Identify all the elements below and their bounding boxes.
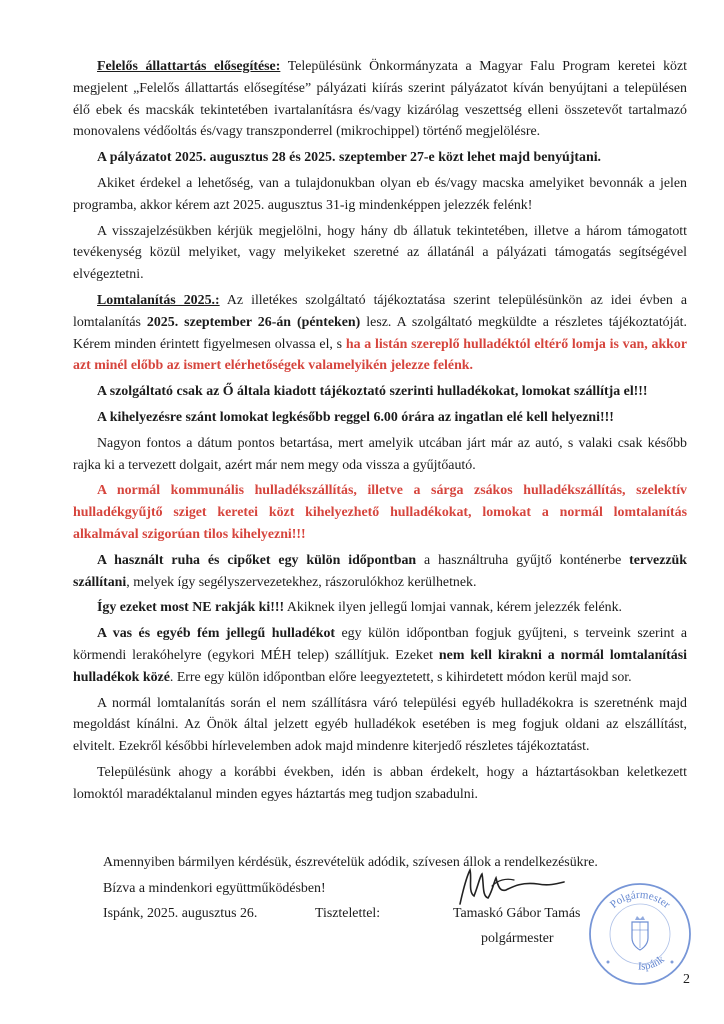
- place-date: Ispánk, 2025. augusztus 26.: [103, 906, 258, 921]
- bold-text: A használt ruha és cipőket egy külön időpontban: [97, 552, 417, 568]
- paragraph-text: egy külön időpontban fogjuk gyűjteni, s terveink szerint a körmendi lerakóhelyre (egykori MÉH telep) szállítjuk. Ezeket: [73, 626, 687, 663]
- paragraph-other-waste: A normál lomtalanítás során el nem szállításra váró települési egyéb hulladékokra is szeretnénk majd megoldást kínálni. Az Önök által jelzett egyéb hulladékok esetében is meg fogjuk oldani az elszállítást, elvitelt. Ezekről későbbi hírlevelemben adok majd mindenre kiterjedő részletes tájékoztatást.: [73, 695, 687, 755]
- paragraph-prohibited-items: A normál kommunális hulladékszállítás, illetve a sárga zsákos hulladékszállítás, szelektív hulladékgyűjtő sziget keretei közt kihelyezhető hulladékokat, lomokat a normál lomtalanítás alkalmával szigorúan tilos kihelyezni!!!: [73, 483, 687, 542]
- paragraph-text: , melyek így segélyszervezetekhez, rászorulókhoz kerülhetnek.: [126, 574, 477, 590]
- bold-text: nem kell kirakni a normál lomtalanítási hulladékok közé: [73, 647, 687, 685]
- paragraph-provider-only: A szolgáltató csak az Ő általa kiadott tájékoztató szerinti hulladékokat, lomokat szállítja el!!!: [97, 384, 648, 400]
- closing-cooperation: Bízva a mindenkori együttműködésben!: [103, 881, 326, 896]
- signer-role: polgármester: [481, 931, 554, 946]
- paragraph-goal: Településünk ahogy a korábbi években, idén is abban érdekelt, hogy a háztartásokban keletkezett lomoktól maradéktalanul minden egyes háztartás meg tudjon szabadulni.: [73, 764, 687, 802]
- page-number: 2: [683, 972, 690, 987]
- bold-text: A vas és egyéb fém jellegű hulladékot: [97, 626, 336, 642]
- paragraph-text: Településünk Önkormányzata a Magyar Falu Program keretei közt megjelent „Felelős állattartás elősegítése” pályázati kiírás szerint pályázatot kíván benyújtani a településen élő ebek és macskák tekintetében ivartalanításra és/vagy kizárólag veszettség elleni összetevőt tartalmazó monovalens védőoltás és/vagy transzponderrel (mikrochippel) történő megjelölésre.: [73, 59, 687, 140]
- closing-offer: Amennyiben bármilyen kérdésük, észrevételük adódik, szívesen állok a rendelkezésükre.: [103, 855, 598, 870]
- paragraph-text: Akiknek ilyen jellegű lomjai vannak, kérem jelezzék felénk.: [284, 600, 623, 616]
- paragraph-animal-welfare: [73, 56, 687, 143]
- stamp-bottom-text: Ispánk: [637, 953, 667, 973]
- official-stamp: [586, 880, 694, 988]
- red-notice: ha a listán szereplő hulladéktól eltérő lomja is van, akkor azt minél előbb az ismert elérhetőségek valamelyikén jelezze felénk.: [73, 336, 688, 374]
- cleanup-date: 2025. szeptember 26-án (pénteken): [146, 314, 361, 330]
- paragraph-text: a használtruha gyűjtő konténerbe: [416, 552, 630, 568]
- svg-text:Polgármester: [608, 889, 673, 911]
- paragraph-text: lesz. A szolgáltató megküldte a részletes tájékoztatóját. Kérem minden érintett figyelmesen olvassa el, s: [73, 314, 687, 352]
- heading-animal-welfare: Felelős állattartás elősegítése:: [97, 59, 281, 74]
- svg-text:Ispánk: [638, 953, 668, 973]
- heading-cleanup: Lomtalanítás 2025.:: [97, 292, 220, 308]
- paragraph-deadline-time: A kihelyezésre szánt lomokat legkésőbb reggel 6.00 órára az ingatlan elé kell helyezni!!!: [97, 409, 614, 425]
- paragraph-application-dates: A pályázatot 2025. augusztus 28 és 2025. szeptember 27-e közt lehet majd benyújtani.: [97, 150, 602, 166]
- stamp-top-text: Polgármester: [607, 888, 673, 911]
- coat-of-arms-icon: [632, 916, 648, 950]
- signer-name: Tamaskó Gábor Tamás: [453, 906, 581, 921]
- paragraph-interest: Akiket érdekel a lehetőség, van a tulajdonukban olyan eb és/vagy macska amelyiket bevonnák a jelen programba, akkor kérem azt 2025. augusztus 31-ig mindenképpen jelezzék felénk!: [73, 175, 687, 213]
- bold-text: tervezzük szállítani: [73, 552, 687, 590]
- paragraph-text: . Erre egy külön időpontban előre leegyeztetett, s kihirdetett módon kerül majd sor.: [169, 669, 632, 685]
- greeting: Tisztelettel:: [315, 906, 381, 921]
- paragraph-cleanup: [73, 290, 687, 377]
- paragraph-text: Az illetékes szolgáltató tájékoztatása szerint településünkön az idei évben a lomtalanítás: [73, 292, 687, 330]
- paragraph-feedback: A visszajelzésükben kérjük megjelölni, hogy hány db állatuk tekintetében, illetve a három támogatott tevékenység közül melyiket, vagy melyikeket szeretné az állatánál a pályázati támogatás segítségével elvégeztetni.: [73, 223, 687, 283]
- paragraph-date-importance: Nagyon fontos a dátum pontos betartása, mert amelyik utcában járt már az autó, s valaki csak később rajka ki a tervezett dolgait, azért már nem megy oda vissza a gyűjtőautó.: [73, 435, 687, 473]
- paragraph-metal-waste: [73, 623, 687, 688]
- paragraph-do-not-place: [73, 597, 687, 619]
- paragraph-clothes: [73, 550, 687, 594]
- letter-body: [73, 56, 687, 810]
- signature-image: [448, 856, 568, 916]
- bold-text: Így ezeket most NE rakják ki!!!: [97, 600, 285, 616]
